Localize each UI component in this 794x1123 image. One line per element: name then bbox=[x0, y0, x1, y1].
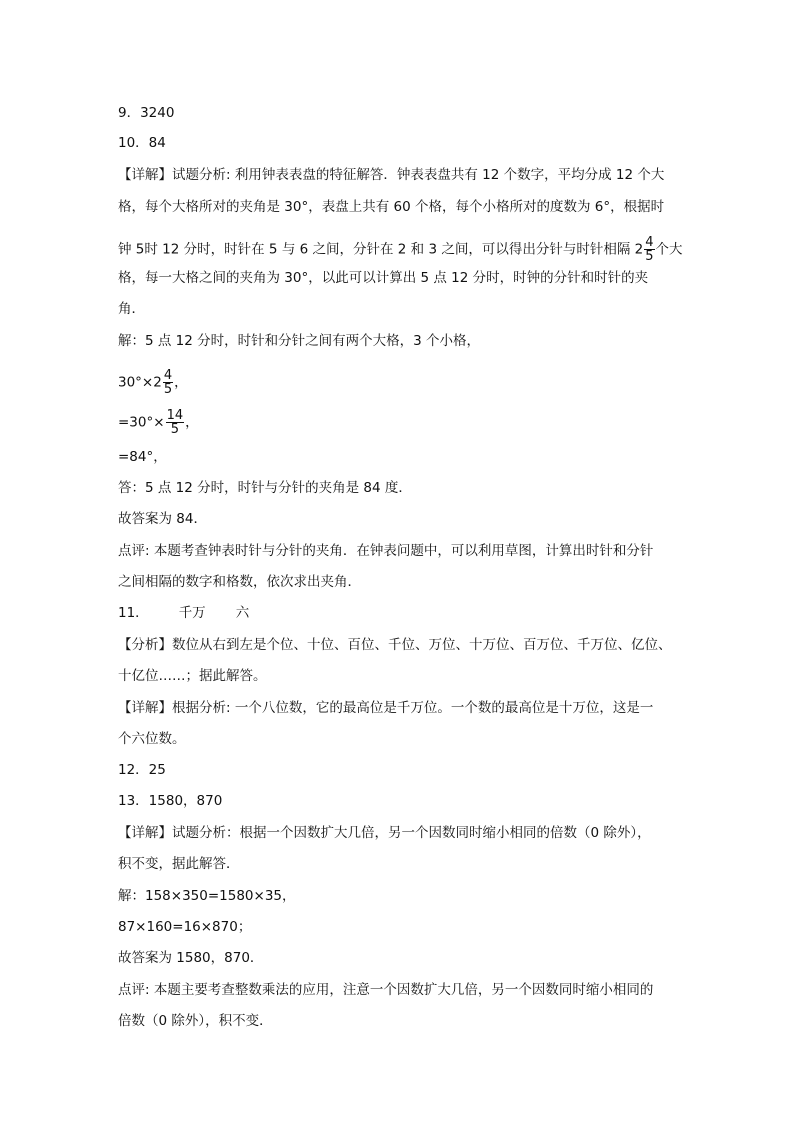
q13-solution-line-2: 87×160=16×870； bbox=[118, 919, 252, 935]
q10-detail-line-4: 格，每一大格之间的夹角为 30°，以此可以计算出 5 点 12 分时，时钟的分针和时针的夹 bbox=[118, 270, 649, 286]
q10-solution-line-3 bbox=[118, 409, 199, 436]
fraction-4-5 bbox=[163, 369, 173, 396]
q11-answer bbox=[118, 603, 249, 623]
q11-number: 11． bbox=[118, 605, 149, 621]
q11-analysis-line-2: 十亿位……；据此解答。 bbox=[118, 668, 267, 684]
q10-detail-line-2: 格，每个大格所对的夹角是 30°，表盘上共有 60 个格，每个小格所对的度数为 6°，根据时 bbox=[118, 199, 665, 215]
q10-solution-line-2 bbox=[118, 369, 188, 396]
fraction-denominator: 5 bbox=[163, 382, 173, 397]
q11-answer-2: 六 bbox=[235, 605, 250, 621]
q10-comment-line-1: 点评: 本题考查钟表时针与分针的夹角．在钟表问题中，可以利用草图，计算出时针和分针 bbox=[118, 543, 654, 559]
q11-answer-1: 千万 bbox=[178, 605, 206, 621]
q13-comment-line-2: 倍数（0 除外），积不变． bbox=[118, 1013, 273, 1029]
q10-detail-line-3 bbox=[118, 236, 683, 263]
q10-detail-line-3-tail: 个大 bbox=[655, 241, 683, 258]
q11-detail-line-1: 【详解】根据分析: 一个八位数，它的最高位是千万位。一个数的最高位是十万位，这是一 bbox=[118, 700, 654, 716]
q13-detail-line-1: 【详解】试题分析：根据一个因数扩大几倍，另一个因数同时缩小相同的倍数（0 除外）， bbox=[118, 825, 651, 841]
fraction-numerator: 14 bbox=[166, 408, 184, 423]
q11-analysis-line-1: 【分析】数位从右到左是个位、十位、百位、千位、万位、十万位、百万位、千万位、亿位、 bbox=[118, 637, 672, 653]
q11-detail-line-2: 个六位数。 bbox=[118, 731, 186, 747]
fraction-14-5 bbox=[166, 409, 185, 436]
fraction-numerator: 4 bbox=[163, 368, 173, 383]
q13-comment-line-1: 点评: 本题主要考查整数乘法的应用，注意一个因数扩大几倍，另一个因数同时缩小相同的 bbox=[118, 982, 654, 998]
q10-final-answer: 故答案为 84． bbox=[118, 511, 207, 527]
q10-solution-line-2-tail: ， bbox=[174, 374, 188, 391]
q10-detail-line-1: 【详解】试题分析: 利用钟表表盘的特征解答．钟表表盘共有 12 个数字，平均分成 12 个大 bbox=[118, 167, 665, 183]
q10-solution-line-1: 解：5 点 12 分时，时针和分针之间有两个大格，3 个小格， bbox=[118, 333, 481, 349]
q10-answer: 10．84 bbox=[118, 135, 166, 151]
q10-solution-line-3-tail: ， bbox=[185, 414, 199, 431]
q10-solution-line-4: =84°， bbox=[118, 449, 167, 465]
q10-answer-statement: 答：5 点 12 分时，时针与分针的夹角是 84 度． bbox=[118, 480, 412, 496]
q13-solution-line-1: 解：158×350=1580×35， bbox=[118, 888, 296, 904]
fraction-denominator: 5 bbox=[645, 249, 654, 264]
q13-final-answer: 故答案为 1580，870． bbox=[118, 950, 264, 966]
q10-detail-line-5: 角． bbox=[118, 301, 145, 317]
q12-answer: 12．25 bbox=[118, 762, 166, 778]
q10-detail-line-3-text: 钟 5时 12 分时，时针在 5 与 6 之间，分针在 2 和 3 之间，可以得出分针与时针相隔 2 bbox=[118, 241, 644, 258]
q10-solution-line-2-text: 30°×2 bbox=[118, 374, 162, 391]
q9-answer: 9．3240 bbox=[118, 105, 175, 121]
fraction-4-5 bbox=[644, 236, 654, 263]
q13-detail-line-2: 积不变，据此解答． bbox=[118, 856, 240, 872]
fraction-denominator: 5 bbox=[170, 422, 179, 437]
fraction-numerator: 4 bbox=[645, 235, 654, 250]
q10-comment-line-2: 之间相隔的数字和格数，依次求出夹角． bbox=[118, 574, 361, 590]
q13-answer: 13．1580，870 bbox=[118, 793, 223, 809]
q10-solution-line-3-text: =30°× bbox=[118, 414, 165, 431]
